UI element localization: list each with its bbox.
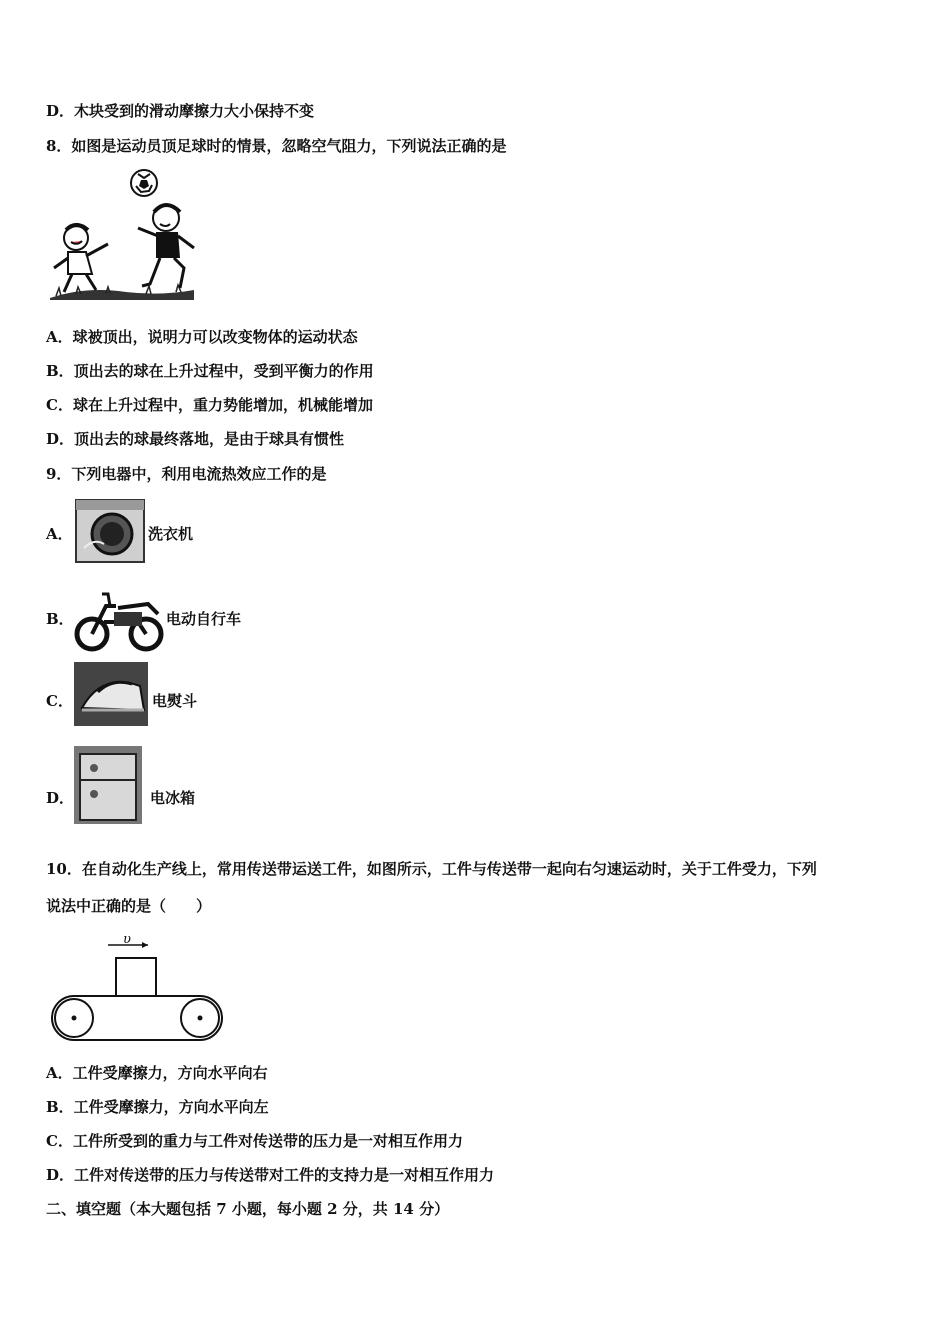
workpiece-block: [116, 958, 156, 996]
electric-bicycle-icon: [74, 582, 166, 652]
q7-option-d: D．木块受到的滑动摩擦力大小保持不变: [46, 102, 315, 120]
velocity-label: υ: [123, 932, 131, 947]
q9-option-c: [46, 662, 346, 732]
q8-option-d: D．顶出去的球最终落地，是由于球具有惯性: [46, 430, 345, 448]
q9-option-d-letter: D．: [46, 789, 75, 807]
q10-option-a: A．工件受摩擦力，方向水平向右: [46, 1064, 268, 1082]
velocity-arrow-icon: [142, 942, 148, 948]
section-2-title: 二、填空题（本大题包括 7 小题，每小题 2 分，共 14 分）: [46, 1200, 450, 1218]
q8-soccer-header-illustration: [46, 168, 198, 304]
q9-option-b-label: 电动自行车: [166, 610, 242, 628]
q10-option-b: B．工件受摩擦力，方向水平向左: [46, 1098, 269, 1116]
q8-option-c: C．球在上升过程中，重力势能增加，机械能增加: [46, 396, 373, 414]
q9-stem: 9．下列电器中，利用电流热效应工作的是: [46, 465, 327, 483]
washing-machine-icon: [74, 498, 146, 564]
q9-option-d-label: 电冰箱: [150, 789, 196, 807]
q8-option-a: A．球被顶出，说明力可以改变物体的运动状态: [46, 328, 358, 346]
q10-stem-line2: 说法中正确的是（ ）: [46, 897, 212, 915]
refrigerator-icon: [74, 746, 142, 824]
q10-option-c: C．工件所受到的重力与工件对传送带的压力是一对相互作用力: [46, 1132, 463, 1150]
q9-option-a: [46, 498, 346, 568]
q9-option-b-letter: B．: [46, 610, 74, 628]
q8-stem: 8．如图是运动员顶足球时的情景，忽略空气阻力，下列说法正确的是: [46, 137, 507, 155]
q10-stem-line1: 10．在自动化生产线上，常用传送带运送工件，如图所示，工件与传送带一起向右匀速运动时，关于工件受力，下列: [46, 860, 817, 878]
q9-option-c-letter: C．: [46, 692, 73, 710]
q9-option-b: [46, 582, 346, 652]
q9-option-a-letter: A．: [46, 525, 73, 543]
q9-option-d: [46, 746, 346, 828]
q9-option-c-label: 电熨斗: [152, 692, 198, 710]
electric-iron-icon: [74, 662, 148, 726]
q8-option-b: B．顶出去的球在上升过程中，受到平衡力的作用: [46, 362, 374, 380]
q9-option-a-label: 洗衣机: [148, 525, 194, 543]
q10-option-d: D．工件对传送带的压力与传送带对工件的支持力是一对相互作用力: [46, 1166, 495, 1184]
q10-conveyor-belt-diagram: [50, 930, 226, 1042]
